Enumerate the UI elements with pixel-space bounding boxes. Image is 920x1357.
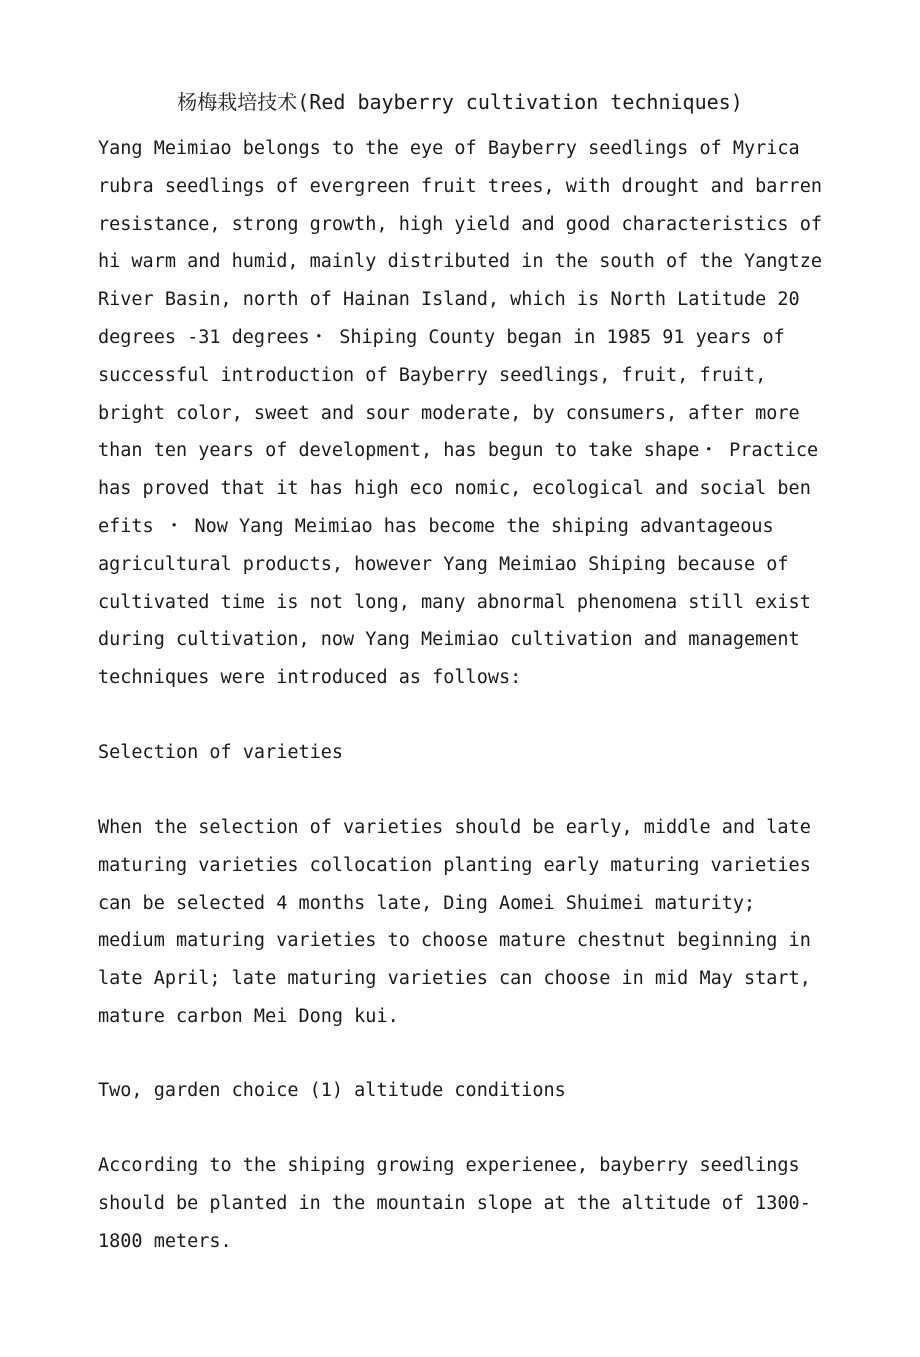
- document-title: 杨梅栽培技术(Red bayberry cultivation techniques): [177, 90, 743, 114]
- section-heading-garden: Two, garden choice (1) altitude conditions: [98, 1080, 566, 1101]
- intro-paragraph: Yang Meimiao belongs to the eye of Bayberry seedlings of Myrica rubra seedlings of evergreen fruit trees, with drought and barren resistance, strong growth, high yield and good characteristics of hi warm and humid, mainly distributed in the south of the Yangtze River Basin, north of Hainan Island, which is North Latitude 20 degrees -31 degrees・ Shiping County began in 1985 91 years of successful introduction of Bayberry seedlings, fruit, fruit, bright color, sweet and sour moderate, by consumers, after more than ten years of development, has begun to take shape・ Practice has proved that it has high eco nomic, ecological and social ben efits ・ Now Yang Meimiao has become the shiping advantageous agricultural products, however Yang Meimiao Shiping because of cultivated time is not long, many abnormal phenomena still exist during cultivation, now Yang Meimiao cultivation and management techniques were introduced as follows:: [98, 138, 822, 689]
- altitude-paragraph: According to the shiping growing experienee, bayberry seedlings should be planted in the mountain slope at the altitude of 1300-1800 meters.: [98, 1155, 811, 1252]
- section-heading-varieties: Selection of varieties: [98, 742, 344, 763]
- varieties-paragraph: When the selection of varieties should be early, middle and late maturing varieties collocation planting early maturing varieties can be selected 4 months late, Ding Aomei Shuimei maturity; medium maturing varieties to choose mature chestnut beginning in late April; late maturing varieties can choose in mid May start, mature carbon Mei Dong kui.: [98, 817, 811, 1027]
